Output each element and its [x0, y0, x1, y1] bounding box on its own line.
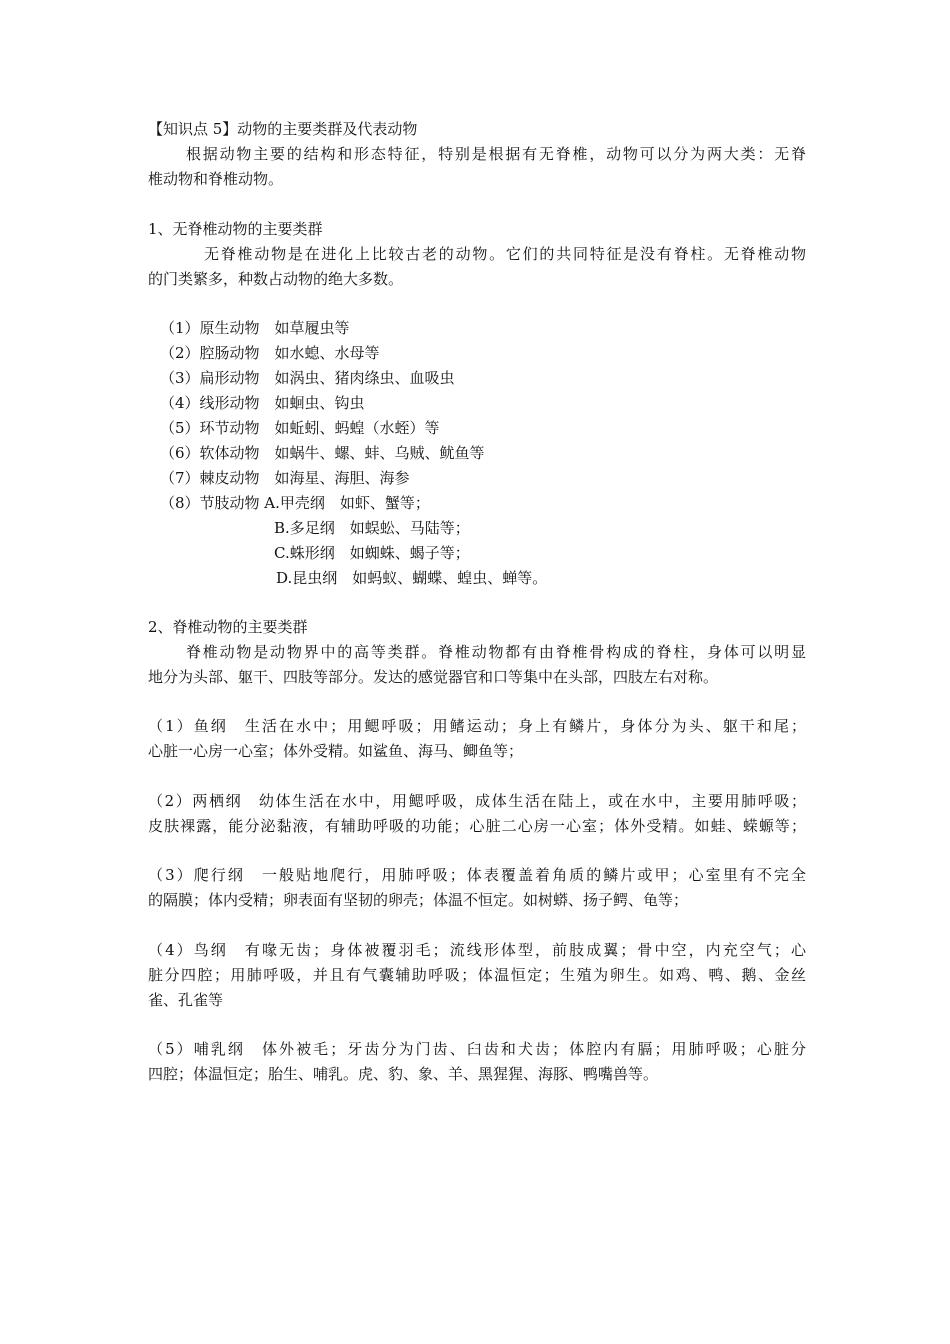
class-paragraph-line: （1）鱼纲 生活在水中；用鳃呼吸；用鳍运动；身上有鳞片，身体分为头、躯干和尾；	[148, 717, 806, 735]
section-paragraph-line: 的门类繁多，种数占动物的绝大多数。	[148, 270, 404, 288]
list-item: （1）原生动物 如草履虫等	[160, 319, 350, 337]
sub-list-item: B.多足纲 如蜈蚣、马陆等；	[274, 519, 470, 537]
section-heading: 2、脊椎动物的主要类群	[148, 618, 308, 636]
intro-line: 根据动物主要的结构和形态特征，特别是根据有无脊椎，动物可以分为两大类：无脊	[186, 145, 806, 163]
class-paragraph-line: （5）哺乳纲 体外被毛；牙齿分为门齿、臼齿和犬齿；体腔内有膈；用肺呼吸；心脏分	[148, 1040, 806, 1058]
class-paragraph-line: 雀、孔雀等	[148, 991, 224, 1009]
section-paragraph-line: 脊椎动物是动物界中的高等类群。脊椎动物都有由脊椎骨构成的脊柱，身体可以明显	[186, 643, 806, 661]
list-item: （6）软体动物 如蜗牛、螺、蚌、乌贼、鱿鱼等	[160, 444, 485, 462]
section-paragraph-line: 地分为头部、躯干、四肢等部分。发达的感觉器官和口等集中在头部，四肢左右对称。	[148, 668, 719, 686]
class-paragraph-line: 脏分四腔；用肺呼吸，并且有气囊辅助呼吸；体温恒定；生殖为卵生。如鸡、鸭、鹅、金丝	[148, 966, 806, 984]
class-paragraph-line: （3）爬行纲 一般贴地爬行，用肺呼吸；体表覆盖着角质的鳞片或甲；心室里有不完全	[148, 866, 806, 884]
list-item: （5）环节动物 如蚯蚓、蚂蝗（水蛭）等	[160, 419, 440, 437]
list-item: （8）节肢动物 A.甲壳纲 如虾、蟹等；	[160, 494, 430, 512]
class-paragraph-line: （2）两栖纲 幼体生活在水中，用鳃呼吸，成体生活在陆上，或在水中，主要用肺呼吸；	[148, 792, 806, 810]
class-paragraph-line: 皮肤裸露，能分泌黏液，有辅助呼吸的功能；心脏二心房一心室；体外受精。如蛙、蝾螈等；	[148, 817, 806, 835]
sub-list-item: C.蛛形纲 如蜘蛛、蝎子等；	[274, 544, 470, 562]
document-title: 【知识点 5】动物的主要类群及代表动物	[148, 120, 418, 138]
list-item: （3）扁形动物 如涡虫、猪肉绦虫、血吸虫	[160, 369, 455, 387]
list-item: （7）棘皮动物 如海星、海胆、海参	[160, 469, 410, 487]
class-paragraph-line: （4）鸟纲 有喙无齿；身体被覆羽毛；流线形体型，前肢成翼；骨中空，内充空气；心	[148, 941, 806, 959]
section-heading: 1、无脊椎动物的主要类群	[148, 220, 323, 238]
class-paragraph-line: 的隔膜；体内受精；卵表面有坚韧的卵壳；体温不恒定。如树蟒、扬子鳄、龟等；	[148, 891, 689, 909]
sub-list-item: D.昆虫纲 如蚂蚁、蝴蝶、蝗虫、蝉等。	[276, 569, 548, 587]
list-item: （4）线形动物 如蛔虫、钩虫	[160, 394, 365, 412]
list-item: （2）腔肠动物 如水螅、水母等	[160, 344, 380, 362]
class-paragraph-line: 四腔；体温恒定；胎生、哺乳。虎、豹、象、羊、黑猩猩、海豚、鸭嘴兽等。	[148, 1065, 659, 1083]
class-paragraph-line: 心脏一心房一心室；体外受精。如鲨鱼、海马、鲫鱼等；	[148, 742, 524, 760]
intro-line: 椎动物和脊椎动物。	[148, 170, 284, 188]
section-paragraph-line: 无脊椎动物是在进化上比较古老的动物。它们的共同特征是没有脊柱。无脊椎动物	[204, 245, 806, 263]
